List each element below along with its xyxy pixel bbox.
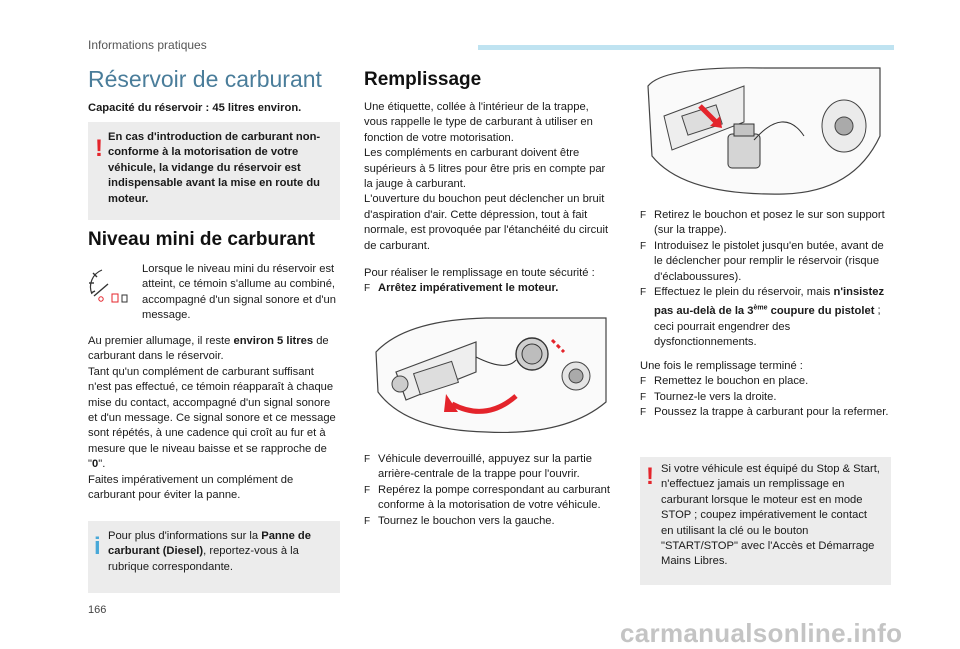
warning-box — [88, 122, 340, 220]
niveau-details: Au premier allumage, il reste environ 5 litres de carburant dans le réservoir. Tant qu'un complément de carburant suffisant n'est pas effectué, ce témoin réapparaît à chaque mise du contact, accompagné d'un signal sonore et d'un message. Ce signal sonore et ce message sont répétés, à une cadence qui croît au fur et à mesure que le niveau baisse et se rapproche de "0". Faites impérativement un complément de carburant pour éviter la panne. — [88, 335, 336, 502]
list-item: F Repérez la pompe correspondant au carburant conforme à la motorisation de votre véhicule. — [364, 483, 610, 512]
after-filling: Une fois le remplissage terminé : F Remettez le bouchon en place. F Tournez-le vers la droite. F Poussez la trappe à carburant pour la refermer. — [640, 359, 890, 421]
filling-steps — [640, 208, 890, 350]
list-item: F Effectuez le plein du réservoir, mais n'insistez pas au-delà de la 3ème coupure du pistolet ; ceci pourrait engendrer des dysfonctionnements. — [640, 286, 885, 348]
header-bar — [478, 45, 894, 50]
section-header: Informations pratiques — [88, 38, 207, 52]
list-item: F Remettez le bouchon en place. — [640, 375, 809, 388]
page-number: 166 — [88, 604, 107, 616]
safety-text: Pour réaliser le remplissage en toute sécurité : F Arrêtez impérativement le moteur. — [364, 266, 614, 297]
list-item: F Tournez le bouchon vers la gauche. — [364, 514, 555, 527]
warning-icon: ! — [95, 135, 103, 162]
warning-text: En cas d'introduction de carburant non-conforme à la motorisation de votre véhicule, la vidange du réservoir est indispensable avant la mise en route du moteur. — [108, 131, 321, 205]
list-item: F Poussez la trappe à carburant pour la refermer. — [640, 406, 889, 419]
flap-steps — [364, 452, 614, 529]
info-text: Pour plus d'informations sur la Panne de carburant (Diesel), reportez-vous à la rubrique correspondante. — [108, 530, 311, 573]
fuel-flap-illustration — [366, 312, 614, 436]
remplissage-title: Remplissage — [364, 69, 482, 90]
niveau-title: Niveau mini de carburant — [88, 229, 316, 250]
cap-illustration — [644, 66, 888, 198]
list-item: F Retirez le bouchon et posez le sur son support (sur la trappe). — [640, 209, 885, 237]
watermark: carmanualsonline.info — [620, 618, 903, 648]
stop-start-warning-text: Si votre véhicule est équipé du Stop & Start, n'effectuez jamais un remplissage en carburant lorsque le moteur est en mode STOP ; coupez impérativement le contact en utilisant la clé ou le bouton "START/STOP" avec l'Accès et Démarrage Mains Libres. — [661, 463, 880, 568]
remplissage-text: Une étiquette, collée à l'intérieur de la trappe, vous rappelle le type de carburant à utiliser en fonction de votre motorisation. Les compléments en carburant doivent être supérieurs à 5 litres pour être pris en compte par la jauge à carburant. L'ouverture du bouchon peut déclencher un bruit d'aspiration d'air. Cette dépression, tout à fait normale, est provoquée par l'étanchéité du circuit de carburant. — [364, 101, 609, 252]
list-item: F Introduisez le pistolet jusqu'en butée, avant de le déclencher pour remplir le réservoir (risque d'éclaboussures). — [640, 239, 884, 283]
info-box — [88, 521, 340, 593]
niveau-text: Lorsque le niveau mini du réservoir est atteint, ce témoin s'allume au combiné, accompagné d'un signal sonore et d'un message. — [142, 263, 336, 322]
page-title: Réservoir de carburant — [88, 66, 322, 92]
list-item: F Arrêtez impérativement le moteur. — [364, 282, 559, 295]
stop-start-warning-box — [640, 457, 891, 585]
info-icon: i — [94, 533, 101, 560]
fuel-gauge-icon — [86, 262, 130, 306]
capacity-text: Capacité du réservoir : 45 litres environ. — [88, 102, 302, 114]
list-item: F Véhicule deverrouillé, appuyez sur la partie arrière-centrale de la trappe pour l'ouvrir. — [364, 453, 592, 481]
list-item: F Tournez-le vers la droite. — [640, 390, 777, 403]
warning-icon: ! — [646, 463, 654, 490]
